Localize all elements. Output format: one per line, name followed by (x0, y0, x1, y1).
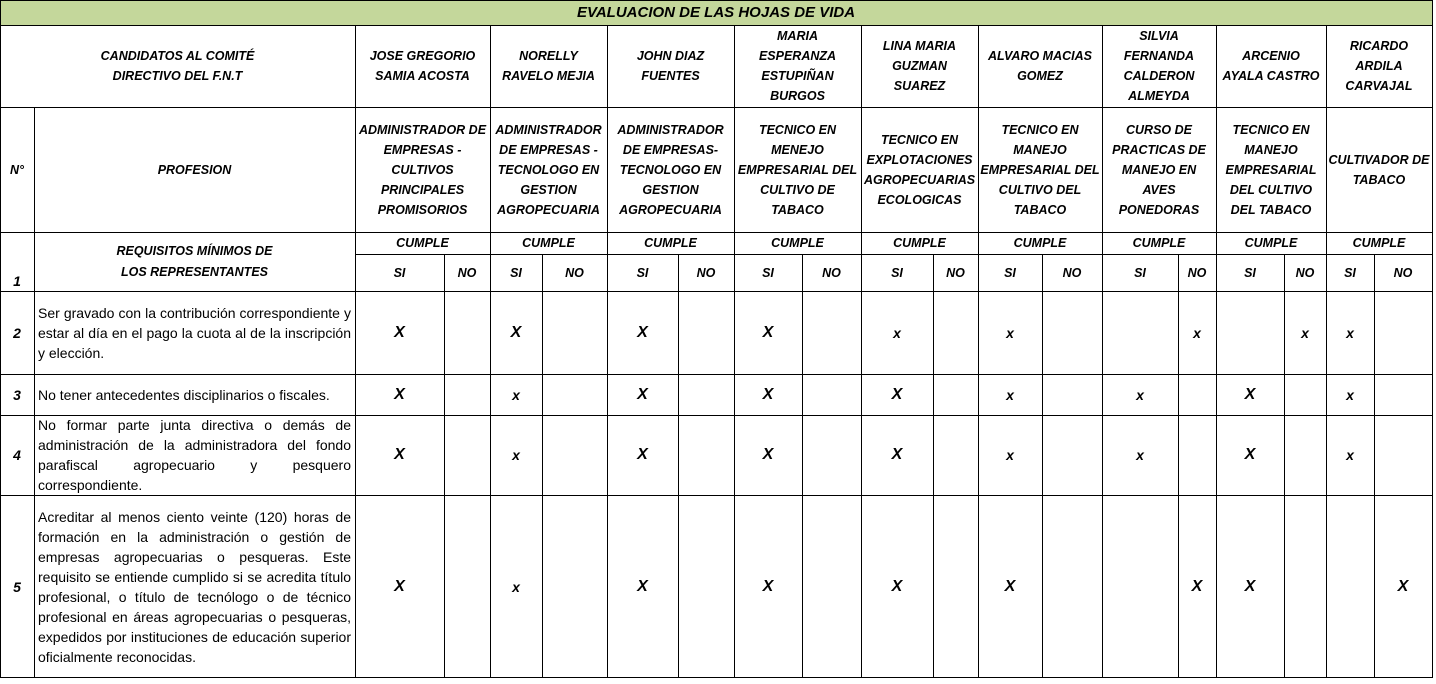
grid-line-v (0, 0, 1, 678)
cumple-no-mark (444, 291, 490, 374)
cumple-si-mark: x (893, 324, 901, 341)
cumple-si-mark: x (1136, 386, 1144, 403)
grid-line-v (1178, 254, 1179, 678)
cumple-si-mark: X (891, 385, 903, 403)
cumple-no-mark (1042, 415, 1102, 495)
cumple-no-mark (1284, 415, 1326, 495)
cumple-label: CUMPLE (1013, 236, 1067, 250)
no-label: NO (1393, 265, 1413, 280)
requirement-text: Acreditar al menos ciento veinte (120) horas de formación en la administración o gestión de empresas agropecuarias o pesqueras. Este requisito se entiende cumplido si se acredita título profesional, o título de tecnólogo o de técnico profesional en áreas agropecuarias o pesqueras, expedidos por instituciones de educación superior oficialmente reconocidas. (38, 508, 351, 665)
cumple-label: CUMPLE (893, 236, 946, 250)
cumple-si-mark (1102, 495, 1178, 678)
cumple-no-mark: X (1191, 577, 1203, 595)
candidate-name: ARCENIO AYALA CASTRO (1222, 49, 1320, 83)
grid-line-h (0, 291, 1433, 292)
cumple-si-mark: X (762, 323, 774, 341)
grid-line-v (1042, 254, 1043, 678)
cumple-si-mark: x (1006, 447, 1014, 463)
cumple-no-mark (678, 374, 734, 415)
cumple-no-mark (933, 415, 978, 495)
no-label: NO (1187, 265, 1207, 280)
cumple-si-mark: X (762, 577, 774, 595)
cumple-no-mark (1042, 291, 1102, 374)
cumple-si-mark: x (1346, 447, 1354, 463)
candidate-profession: ADMINISTRADOR DE EMPRESAS- TECNOLOGO EN GESTION AGROPECUARIA (617, 122, 724, 217)
cumple-si-mark: X (510, 323, 522, 341)
cumple-no-mark (542, 415, 607, 495)
cumple-label: CUMPLE (522, 236, 575, 250)
grid-line-v (861, 25, 862, 678)
cumple-si-mark: X (1004, 577, 1016, 595)
cumple-si-mark: X (394, 577, 405, 595)
cumple-label: CUMPLE (644, 236, 697, 250)
cumple-no-mark (933, 291, 978, 374)
si-label: SI (393, 265, 406, 280)
grid-line-v (490, 25, 491, 678)
grid-line-v (678, 254, 679, 678)
cumple-label: CUMPLE (771, 236, 824, 250)
grid-line-v (607, 25, 608, 678)
cumple-no-mark (1042, 374, 1102, 415)
cumple-no-mark (1178, 415, 1216, 495)
si-label: SI (1244, 265, 1256, 280)
row-number: 5 (13, 578, 21, 595)
cumple-si-mark: x (1346, 324, 1354, 341)
cumple-si-mark: X (394, 446, 405, 463)
cumple-no-mark: x (1193, 324, 1201, 341)
candidate-name: JOSE GREGORIO SAMIA ACOSTA (369, 49, 476, 83)
cumple-no-mark (678, 291, 734, 374)
cumple-si-mark: x (512, 578, 520, 595)
cumple-label: CUMPLE (1352, 236, 1406, 250)
grid-line-v (542, 254, 543, 678)
si-label: SI (510, 265, 522, 280)
number-header: N° (9, 162, 25, 177)
cumple-si-mark: x (1136, 447, 1144, 463)
cumple-no-mark (542, 291, 607, 374)
requirement-text: No tener antecedentes disciplinarios o fiscales. (38, 386, 330, 403)
cumple-si-mark: x (1006, 324, 1014, 341)
no-label: NO (822, 265, 841, 280)
cumple-si-mark (1216, 291, 1284, 374)
cumple-no-mark (1042, 495, 1102, 678)
cumple-no-mark (1374, 374, 1432, 415)
cumple-si-mark: X (394, 323, 405, 341)
row-number-1: 1 (13, 273, 21, 289)
grid-line-h (0, 232, 1433, 233)
si-label: SI (1134, 265, 1146, 280)
grid-line-h (0, 374, 1433, 375)
candidate-profession: CURSO DE PRACTICAS DE MANEJO EN AVES PONEDORAS (1112, 122, 1206, 217)
cumple-si-mark: x (512, 386, 520, 403)
cumple-si-mark: X (891, 446, 903, 463)
cumple-no-mark (444, 495, 490, 678)
grid-line-h (0, 0, 1433, 1)
candidate-name: LINA MARIA GUZMAN SUAREZ (882, 39, 957, 93)
cumple-no-mark: X (1397, 577, 1409, 595)
grid-line-v (802, 254, 803, 678)
grid-line-v (933, 254, 934, 678)
candidate-profession: ADMINISTRADOR DE EMPRESAS - TECNOLOGO EN GESTION AGROPECUARIA (495, 122, 602, 217)
grid-line-v (1326, 25, 1327, 678)
requirements-header: REQUISITOS MÍNIMOS DE LOS REPRESENTANTES (116, 243, 273, 279)
grid-line-h (0, 677, 1433, 678)
no-label: NO (946, 265, 965, 280)
grid-line-v (1432, 25, 1433, 678)
cumple-no-mark (802, 374, 861, 415)
candidate-name: NORELLY RAVELO MEJIA (502, 49, 595, 83)
cumple-si-mark: X (891, 577, 903, 595)
candidate-name: ALVARO MACIAS GOMEZ (988, 49, 1092, 83)
cumple-si-mark (1326, 495, 1374, 678)
no-label: NO (457, 265, 477, 280)
cumple-no-mark (933, 374, 978, 415)
grid-line-v (1374, 254, 1375, 678)
cumple-no-mark (542, 374, 607, 415)
cumple-si-mark (1102, 291, 1178, 374)
cumple-si-mark: X (762, 446, 774, 463)
cumple-no-mark (1284, 374, 1326, 415)
profession-header: PROFESION (157, 162, 232, 177)
cumple-no-mark (678, 495, 734, 678)
candidates-header: CANDIDATOS AL COMITÉ DIRECTIVO DEL F.N.T (100, 49, 255, 83)
candidate-name: SILVIA FERNANDA CALDERON ALMEYDA (1123, 29, 1195, 103)
cumple-label: CUMPLE (1244, 236, 1298, 250)
si-label: SI (636, 265, 649, 280)
cumple-si-mark: x (512, 447, 520, 463)
si-label: SI (762, 265, 774, 280)
requirement-text: Ser gravado con la contribución correspondiente y estar al día en el pago la cuota al de la inscripción y elección. (38, 304, 351, 361)
cumple-no-mark (802, 495, 861, 678)
cumple-no-mark (444, 415, 490, 495)
cumple-label: CUMPLE (396, 236, 449, 250)
cumple-si-mark: X (637, 385, 648, 403)
sheet-title: EVALUACION DE LAS HOJAS DE VIDA (0, 0, 1432, 25)
si-label: SI (891, 265, 903, 280)
cumple-no-mark (802, 415, 861, 495)
grid-line-v (355, 25, 356, 678)
cumple-no-mark (444, 374, 490, 415)
grid-line-v (1216, 25, 1217, 678)
row-number: 4 (13, 447, 21, 463)
candidate-name: JOHN DIAZ FUENTES (636, 49, 705, 83)
candidate-profession: TECNICO EN EXPLOTACIONES AGROPECUARIAS ECOLOGICAS (863, 132, 976, 207)
candidate-name: RICARDO ARDILA CARVAJAL (1345, 39, 1413, 93)
cumple-no-mark (1374, 291, 1432, 374)
grid-line-h (355, 254, 1433, 255)
no-label: NO (696, 265, 716, 280)
candidate-profession: TECNICO EN MANEJO EMPRESARIAL DEL CULTIVO DEL TABACO (1225, 122, 1317, 217)
grid-line-h (0, 495, 1433, 496)
grid-line-v (34, 107, 35, 678)
si-label: SI (1344, 265, 1356, 280)
cumple-si-mark: X (762, 385, 774, 403)
row-number: 2 (13, 324, 21, 341)
cumple-si-mark: X (637, 577, 648, 595)
cumple-label: CUMPLE (1132, 236, 1186, 250)
candidate-profession: TECNICO EN MENEJO EMPRESARIAL DEL CULTIVO DE TABACO (737, 122, 858, 217)
grid-line-v (734, 25, 735, 678)
si-label: SI (1004, 265, 1016, 280)
candidate-profession: TECNICO EN MANEJO EMPRESARIAL DEL CULTIVO DEL TABACO (980, 122, 1100, 217)
no-label: NO (1062, 265, 1082, 280)
requirement-text: No formar parte junta directiva o demás de administración de la administradora del fondo parafiscal agropecuario y pesquero correspondiente. (38, 417, 351, 493)
candidate-profession: CULTIVADOR DE TABACO (1328, 152, 1430, 187)
cumple-si-mark: X (394, 385, 405, 403)
candidate-name: MARIA ESPERANZA ESTUPIÑAN BURGOS (758, 29, 837, 103)
grid-line-v (444, 254, 445, 678)
grid-line-v (1284, 254, 1285, 678)
cumple-no-mark (933, 495, 978, 678)
grid-line-v (1102, 25, 1103, 678)
cumple-no-mark (802, 291, 861, 374)
cumple-si-mark: X (1244, 446, 1256, 463)
cumple-si-mark: X (1244, 577, 1256, 595)
cumple-si-mark: x (1346, 386, 1354, 403)
candidate-profession: ADMINISTRADOR DE EMPRESAS - CULTIVOS PRINCIPALES PROMISORIOS (358, 122, 487, 217)
cumple-no-mark (542, 495, 607, 678)
grid-line-v (978, 25, 979, 678)
cumple-si-mark: X (637, 446, 648, 463)
cumple-si-mark: X (637, 323, 648, 341)
cumple-no-mark: x (1301, 324, 1309, 341)
cumple-no-mark (1284, 495, 1326, 678)
row-number: 3 (13, 386, 21, 403)
no-label: NO (1295, 265, 1315, 280)
grid-line-h (0, 107, 1433, 108)
cumple-si-mark: x (1006, 386, 1014, 403)
grid-line-h (0, 25, 1433, 26)
cumple-no-mark (1374, 415, 1432, 495)
cumple-no-mark (678, 415, 734, 495)
grid-line-h (0, 415, 1433, 416)
no-label: NO (565, 265, 584, 280)
cumple-si-mark: X (1244, 385, 1256, 403)
cumple-no-mark (1178, 374, 1216, 415)
